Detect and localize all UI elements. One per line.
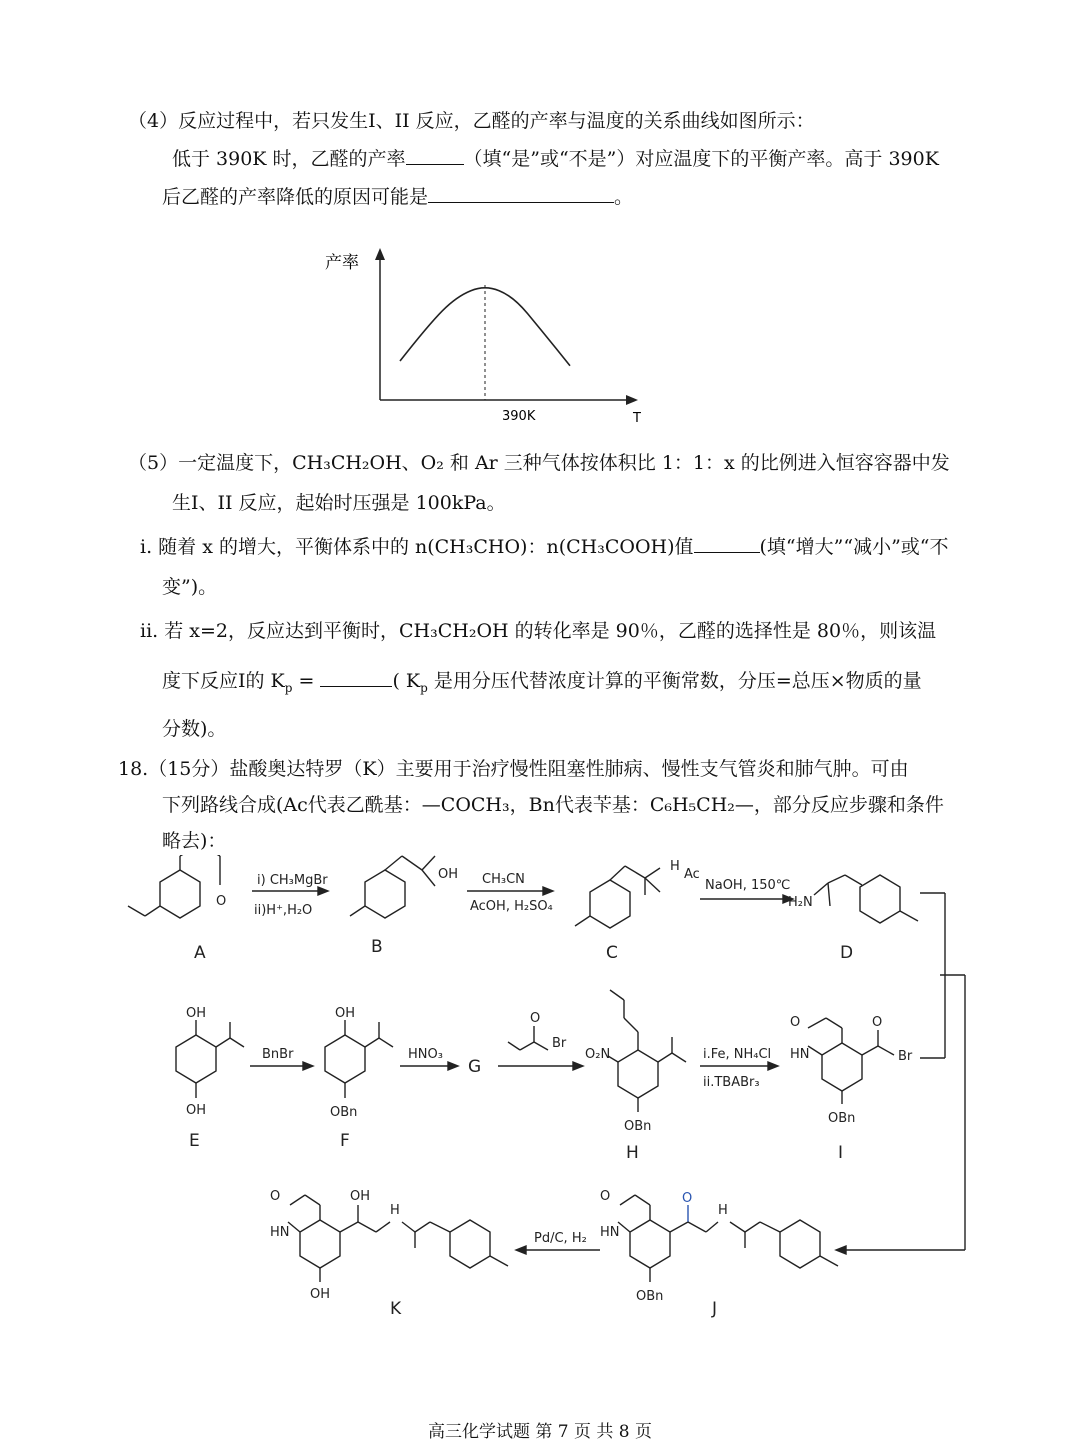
q4-line2-text-b: （填“是”或“不是”）对应温度下的平衡产率。高于 390K	[463, 148, 939, 170]
atom-f-obn: OBn	[330, 1105, 358, 1120]
atom-k-o: O	[270, 1189, 281, 1204]
atom-i-hn: HN	[790, 1047, 810, 1062]
atom-a-o: O	[216, 894, 227, 909]
q5-line1: （5）一定温度下，CH₃CH₂OH、O₂ 和 Ar 三种气体按体积比 1：1：x 的比例进入恒容容器中发	[128, 452, 950, 474]
chart-xlabel: T	[633, 411, 641, 426]
compound-f	[325, 1020, 393, 1098]
atom-i-obn: OBn	[828, 1111, 856, 1126]
yield-temperature-chart	[320, 240, 660, 430]
atom-e-oh-bottom: OH	[186, 1103, 207, 1118]
reagent-fg: HNO₃	[408, 1047, 443, 1062]
q5-ii-line: ii. 若 x=2，反应达到平衡时，CH₃CH₂OH 的转化率是 90％，乙醛的选择性是 80％，则该温	[140, 620, 937, 642]
atom-i-o-ketone: O	[872, 1015, 883, 1030]
q5-ii-line2	[162, 668, 922, 701]
compound-e	[176, 1020, 244, 1098]
answer-blank-2	[428, 184, 614, 203]
atom-c-ac: Ac	[684, 867, 700, 882]
atom-i-br: Br	[898, 1049, 913, 1064]
label-g: G	[468, 1057, 482, 1077]
atom-j-o: O	[600, 1189, 611, 1204]
compound-b	[350, 856, 435, 918]
q4-line2	[172, 146, 939, 172]
reagent-bc-1: CH₃CN	[482, 872, 525, 887]
compound-c	[575, 866, 660, 928]
reagent-ab-2: ii)H⁺,H₂O	[254, 903, 313, 918]
label-i: I	[838, 1143, 844, 1163]
compound-d	[814, 875, 918, 923]
q18-line2: 下列路线合成(Ac代表乙酰基：—COCH₃，Bn代表苄基：C₆H₅CH₂—，部分反应步骤和条件	[162, 794, 944, 816]
atom-j-o-ketone: O	[682, 1191, 693, 1206]
atom-f-oh: OH	[335, 1006, 356, 1021]
compound-j	[618, 1195, 838, 1282]
atom-k-oh-bottom: OH	[310, 1287, 331, 1302]
kp-note: 是用分压代替浓度计算的平衡常数，分压=总压×物质的量	[427, 670, 922, 692]
label-c: C	[606, 943, 618, 963]
q18-line3: 略去)：	[162, 830, 227, 852]
compound-h	[608, 990, 686, 1112]
label-h: H	[626, 1143, 639, 1163]
atom-i-o-ring: O	[790, 1015, 801, 1030]
y-axis-arrow	[375, 248, 385, 260]
label-k: K	[390, 1299, 402, 1319]
reagent-hi-1: i.Fe, NH₄Cl	[703, 1047, 772, 1062]
atom-j-hn: HN	[600, 1225, 620, 1240]
q5-i-text-b: (填“增大”“减小”或“不	[759, 536, 949, 558]
compound-a	[128, 855, 220, 918]
atom-j-obn: OBn	[636, 1289, 664, 1304]
atom-k-hn: HN	[270, 1225, 290, 1240]
atom-k-h: H	[390, 1203, 400, 1218]
q5-line2: 生I、II 反应，起始时压强是 100kPa。	[172, 492, 506, 514]
reagent-cd: NaOH, 150℃	[705, 878, 791, 893]
kp-sub-2: p	[420, 680, 428, 695]
q5-i-line2: 变”)。	[162, 576, 218, 598]
label-j: J	[712, 1299, 718, 1319]
kp-sub: p	[284, 680, 293, 695]
q5-ii-line3: 分数)。	[162, 718, 227, 740]
reagent-ef: BnBr	[262, 1047, 294, 1062]
reagent-bc-2: AcOH, H₂SO₄	[470, 899, 553, 914]
reagent-gh-br: Br	[552, 1036, 567, 1051]
q4-line3-text: 后乙醛的产率降低的原因可能是	[162, 186, 429, 208]
atom-e-oh-top: OH	[186, 1006, 207, 1021]
label-f: F	[340, 1131, 350, 1151]
bromoacetate-reagent	[508, 1026, 548, 1050]
compound-i	[808, 1018, 894, 1104]
atom-h-no2: O₂N	[585, 1047, 611, 1062]
q4-line3	[162, 184, 633, 210]
atom-d-h2n: H₂N	[788, 895, 813, 910]
atom-c-h: H	[670, 859, 680, 874]
chart-ylabel: 产率	[325, 253, 359, 273]
answer-blank-4	[320, 668, 392, 687]
atom-h-obn: OBn	[624, 1119, 652, 1134]
answer-blank-1	[406, 146, 464, 165]
label-d: D	[840, 943, 854, 963]
answer-blank-3	[694, 534, 760, 553]
q4-line3-period: 。	[614, 186, 634, 208]
reagent-hi-2: ii.TBABr₃	[703, 1075, 760, 1090]
atom-k-oh: OH	[350, 1189, 371, 1204]
reagent-jk: Pd/C, H₂	[534, 1231, 587, 1246]
kp-note-open: ( K	[392, 670, 421, 692]
synthesis-scheme	[0, 855, 1080, 1325]
label-b: B	[371, 937, 383, 957]
q5-i-text-a: i. 随着 x 的增大，平衡体系中的 n(CH₃CHO)：n(CH₃COOH)值	[140, 536, 694, 558]
kp-equals: =	[292, 670, 321, 692]
peak-tick-label: 390K	[502, 409, 536, 424]
q5-i-line	[140, 534, 949, 560]
kp-text: 度下反应I的 K	[162, 670, 285, 692]
q18-line1: 18.（15分）盐酸奥达特罗（K）主要用于治疗慢性阻塞性肺病、慢性支气管炎和肺气肿。可由	[118, 758, 909, 780]
page-footer: 高三化学试题 第 7 页 共 8 页	[427, 1422, 653, 1442]
reagent-gh-o: O	[530, 1011, 541, 1026]
q4-line1: （4）反应过程中，若只发生I、II 反应，乙醛的产率与温度的关系曲线如图所示：	[128, 110, 815, 132]
q4-line2-text-a: 低于 390K 时，乙醛的产率	[172, 148, 406, 170]
label-e: E	[189, 1131, 200, 1151]
atom-b-oh: OH	[438, 867, 459, 882]
atom-j-h: H	[718, 1203, 728, 1218]
label-a: A	[194, 943, 206, 963]
reagent-ab-1: i) CH₃MgBr	[257, 873, 328, 888]
x-axis-arrow	[626, 395, 638, 405]
